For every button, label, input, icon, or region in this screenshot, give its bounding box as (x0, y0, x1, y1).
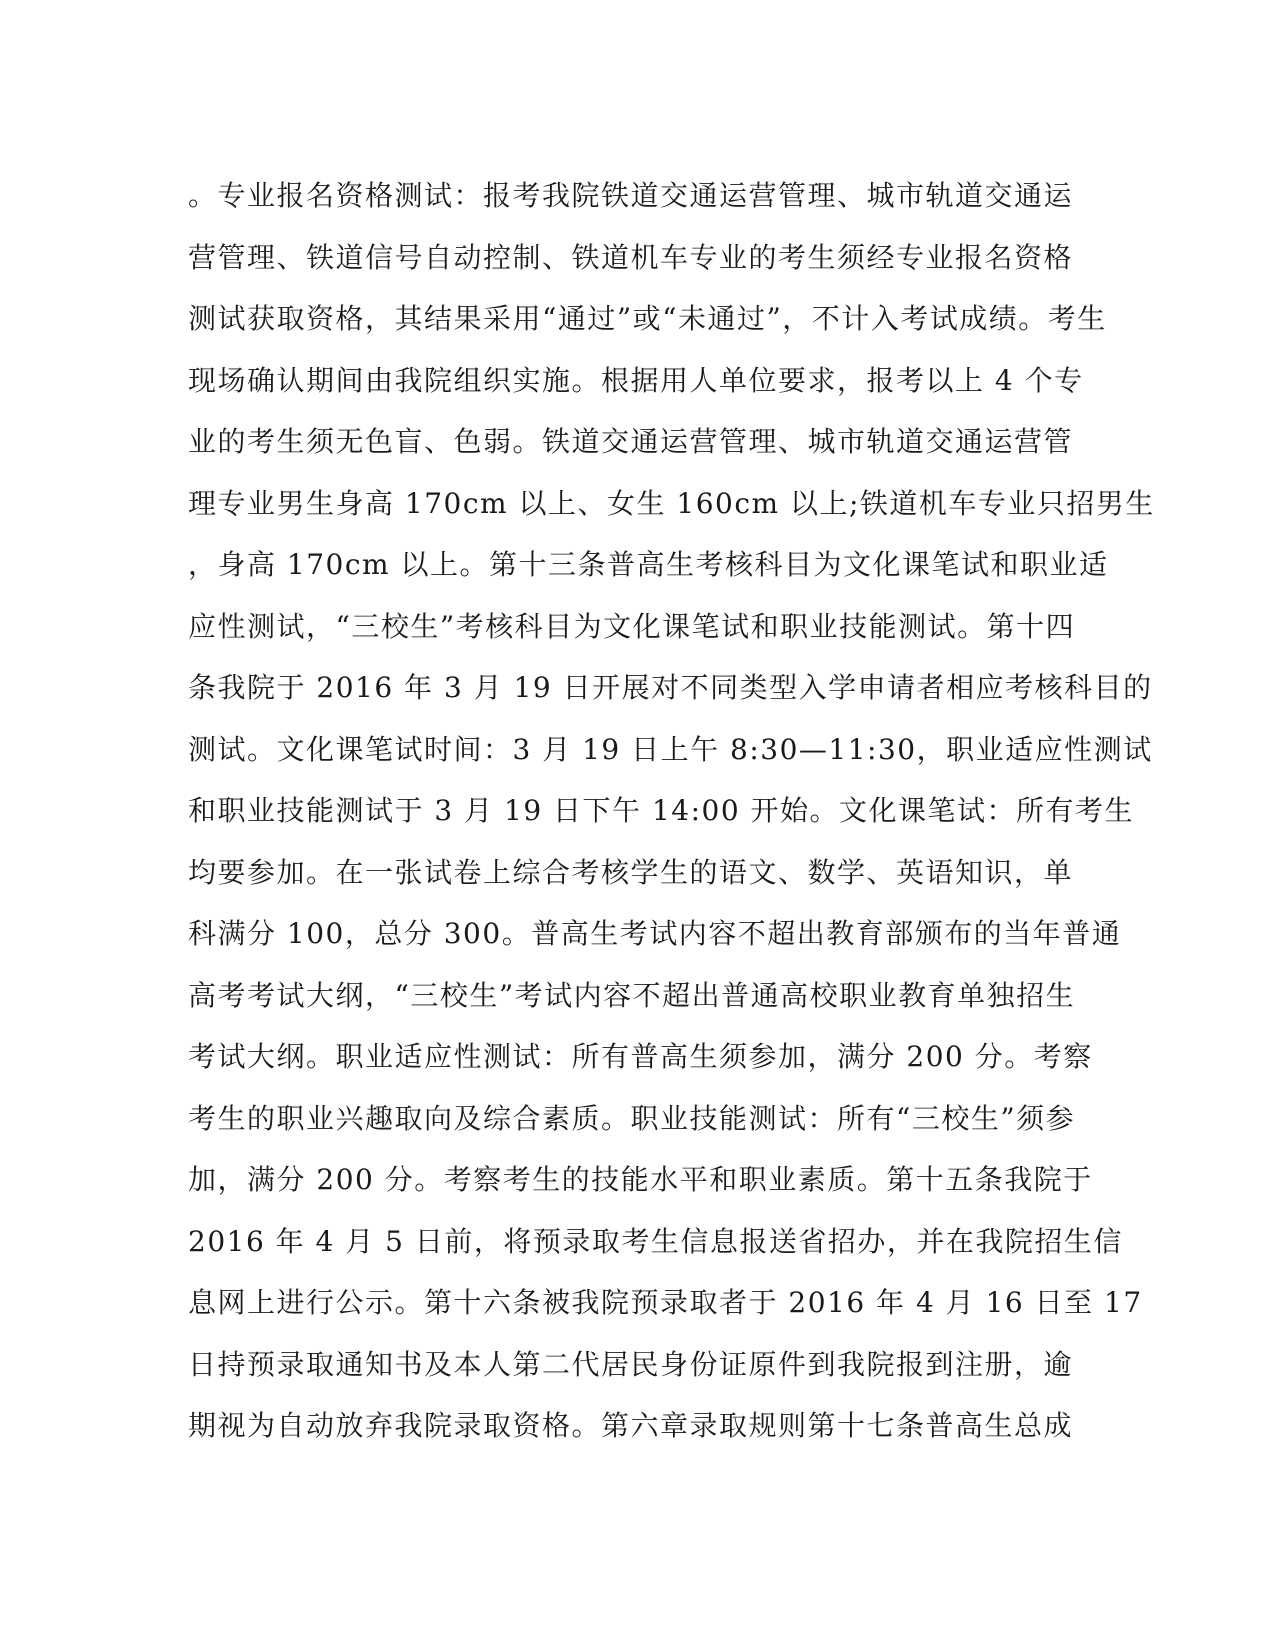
text-line: 科满分 100，总分 300。普高生考试内容不超出教育部颁布的当年普通 (188, 917, 1122, 950)
text-line: 应性测试，“三校生”考核科目为文化课笔试和职业技能测试。第十四 (188, 609, 1076, 643)
text-line: 息网上进行公示。第十六条被我院预录取者于 2016 年 4 月 16 日至 17 (188, 1286, 1143, 1319)
text-line: ，身高 170cm 以上。第十三条普高生考核科目为文化课笔试和职业适 (188, 548, 1109, 581)
text-line: 营管理、铁道信号自动控制、铁道机车专业的考生须经专业报名资格 (188, 240, 1074, 274)
body-text (188, 165, 1155, 1457)
text-line: 业的考生须无色盲、色弱。铁道交通运营管理、城市轨道交通运营管 (188, 425, 1074, 458)
text-line: 理专业男生身高 170cm 以上、女生 160cm 以上;铁道机车专业只招男生 (188, 486, 1155, 520)
text-line: 现场确认期间由我院组织实施。根据用人单位要求，报考以上 4 个专 (188, 363, 1084, 397)
text-line: 考试大纲。职业适应性测试：所有普高生须参加，满分 200 分。考察 (188, 1040, 1093, 1073)
text-line: 。专业报名资格测试：报考我院铁道交通运营管理、城市轨道交通运 (188, 179, 1074, 212)
text-line: 条我院于 2016 年 3 月 19 日开展对不同类型入学申请者相应考核科目的 (188, 671, 1153, 704)
text-line: 高考考试大纲，“三校生”考试内容不超出普通高校职业教育单独招生 (188, 978, 1076, 1012)
text-line: 加，满分 200 分。考察考生的技能水平和职业素质。第十五条我院于 (188, 1163, 1093, 1196)
text-line: 2016 年 4 月 5 日前，将预录取考生信息报送省招办，并在我院招生信 (188, 1224, 1123, 1258)
text-line: 期视为自动放弃我院录取资格。第六章录取规则第十七条普高生总成 (188, 1409, 1074, 1442)
text-line: 和职业技能测试于 3 月 19 日下午 14:00 开始。文化课笔试：所有考生 (188, 794, 1135, 827)
text-line: 测试。文化课笔试时间：3 月 19 日上午 8:30—11:30，职业适应性测试 (188, 732, 1153, 766)
text-line: 测试获取资格，其结果采用“通过”或“未通过”，不计入考试成绩。考生 (188, 302, 1107, 335)
text-line: 均要参加。在一张试卷上综合考核学生的语文、数学、英语知识，单 (188, 855, 1074, 889)
text-line: 日持预录取通知书及本人第二代居民身份证原件到我院报到注册，逾 (188, 1347, 1074, 1381)
text-line: 考生的职业兴趣取向及综合素质。职业技能测试：所有“三校生”须参 (188, 1101, 1076, 1135)
